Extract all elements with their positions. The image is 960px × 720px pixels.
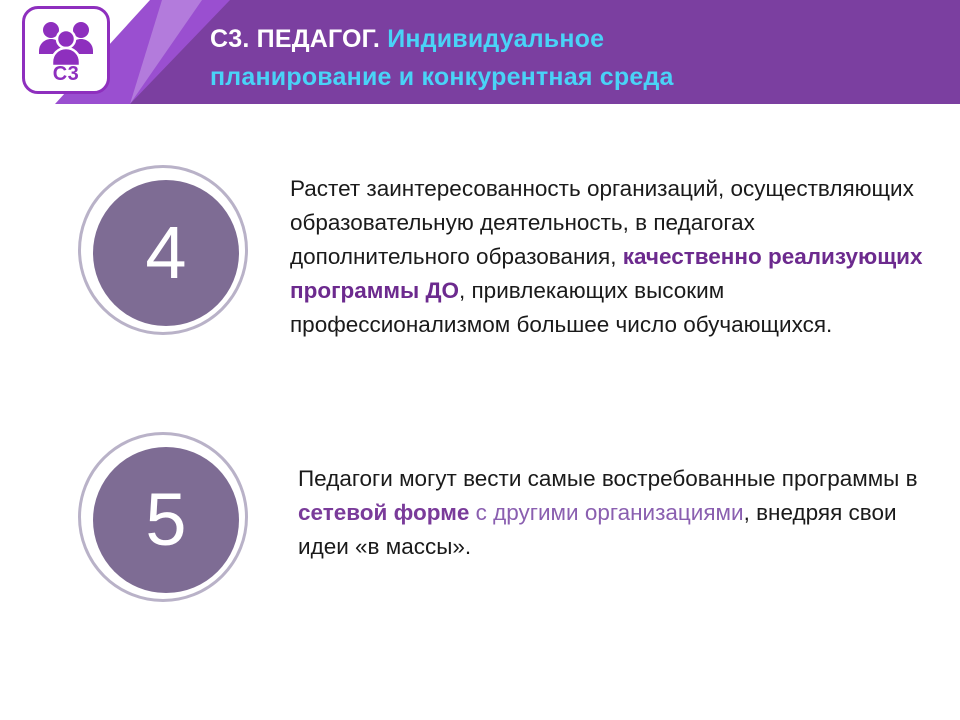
item-number: 4 [145,211,187,294]
item-badge-5 [78,432,248,602]
item-text-4 [290,172,940,342]
logo-label: С3 [52,63,80,85]
item-text-part: , привлекающих высоким профессионализмом большее число обучающихся. [290,278,833,337]
page-title-highlight-1: Индивидуальное [380,25,605,53]
item-number: 5 [145,478,187,561]
item-text-part: Педагоги могут вести самые востребованные программы в [298,466,918,491]
page-title [210,20,940,96]
item-text-soft-highlight: с другими организациями [469,500,744,525]
item-text-part: , внедряя свои идеи «в массы». [298,500,897,559]
item-badge-inner [93,180,239,326]
item-text-part: Растет заинтересованность организаций, осуществляющих образовательную деятельность, в педагогах дополнительного образования, [290,176,914,269]
item-badge-inner [93,447,239,593]
slide-header [0,0,960,104]
item-text-5 [298,462,938,564]
item-text-highlight: качественно реализующих программы ДО [290,244,923,303]
page-title-highlight-2: планирование и конкурентная среда [210,63,674,91]
logo [22,6,110,94]
item-text-highlight: сетевой форме [298,500,470,525]
page-title-prefix: С3. ПЕДАГОГ. [210,25,381,53]
item-badge-4 [78,165,248,335]
